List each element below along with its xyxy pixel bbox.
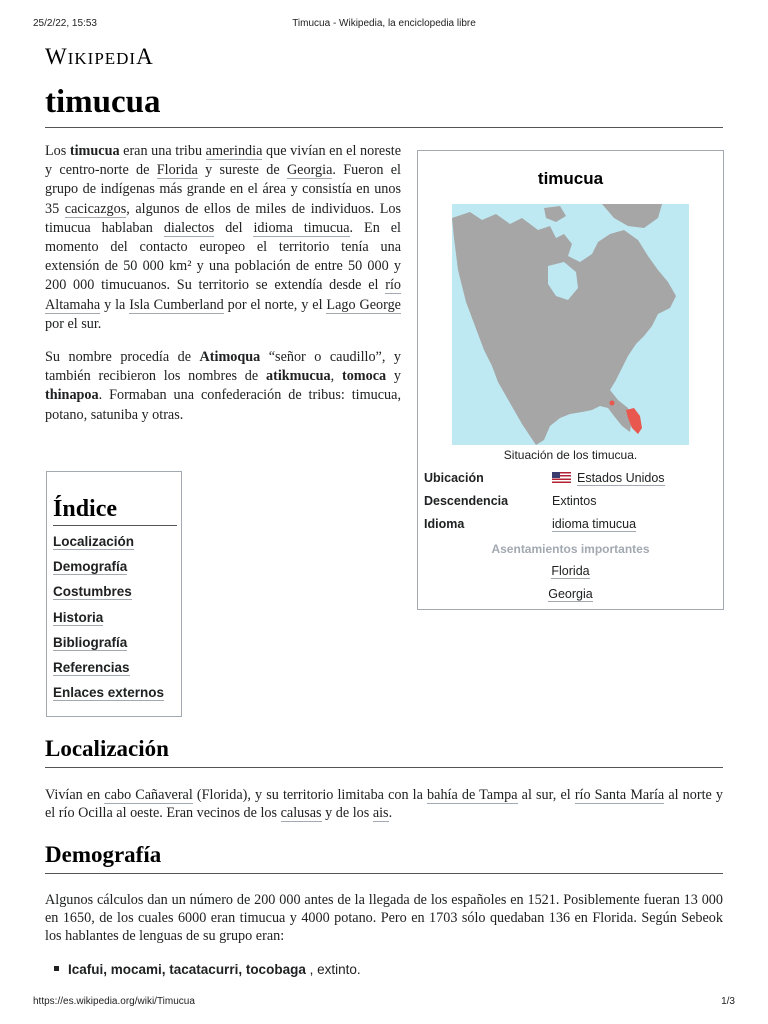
bullet-square-icon — [54, 966, 59, 971]
text-run: y sureste de — [197, 162, 287, 179]
toc-link-referencias[interactable]: Referencias — [53, 659, 130, 675]
toc-title: Índice — [53, 496, 177, 526]
toc-item-enlaces-externos[interactable] — [53, 685, 175, 710]
text-run: . Fueron el grupo de indígenas más grande en el área y consistía en unos 35 — [45, 162, 401, 217]
label-descendencia: Descendencia — [424, 494, 509, 508]
list-item — [54, 962, 361, 977]
greenland-land — [602, 204, 662, 228]
bullet-rest-text: , extinto. — [305, 962, 361, 977]
text-run: Los — [45, 143, 70, 159]
toc-link-localizacion[interactable]: Localización — [53, 534, 135, 549]
toc-link-bibliografia[interactable]: Bibliografía — [53, 634, 128, 650]
link-florida[interactable]: Florida — [551, 564, 590, 578]
inline-link[interactable]: dialectos — [163, 219, 215, 236]
text-run: y de los — [321, 805, 373, 821]
map-caption: Situación de los timucua. — [503, 448, 638, 462]
north-america-map-image — [452, 204, 689, 445]
asentamientos-header: Asentamientos importantes — [491, 542, 650, 556]
inline-link[interactable]: idioma timucua — [253, 219, 350, 236]
inline-link[interactable]: río Santa María — [574, 787, 665, 803]
label-ubicacion: Ubicación — [424, 471, 484, 485]
lead-section — [45, 142, 401, 439]
text-run: (Florida), y su territorio limitaba con la — [192, 787, 428, 803]
map-land — [452, 212, 676, 445]
toc-item-historia[interactable] — [53, 610, 175, 635]
table-of-contents — [46, 471, 182, 717]
inline-link[interactable]: Isla Cumberland — [129, 296, 224, 313]
text-run: del — [214, 219, 254, 236]
toc-link-enlaces-externos[interactable]: Enlaces externos — [53, 685, 165, 701]
inline-link[interactable]: Georgia — [286, 162, 333, 179]
bullet-bold-text: Icafui, mocami, tacatacurri, tocobaga — [68, 962, 306, 977]
text-run: . — [388, 805, 393, 821]
island-land — [544, 206, 566, 222]
link-estados-unidos[interactable]: Estados Unidos — [577, 471, 665, 485]
inline-link[interactable]: río Altamaha — [45, 277, 401, 313]
infobox-rows — [424, 469, 717, 608]
toc-item-referencias[interactable] — [53, 660, 175, 685]
toc-item-demografia[interactable] — [53, 559, 175, 584]
label-idioma: Idioma — [424, 517, 465, 531]
text-run: y — [386, 368, 401, 385]
inline-link[interactable]: Lago George — [326, 296, 401, 313]
text-run: Su nombre procedía de — [45, 349, 200, 366]
infobox — [417, 150, 724, 610]
inline-link[interactable]: cabo Cañaveral — [104, 787, 193, 803]
value-ubicacion[interactable] — [552, 471, 665, 485]
location-map[interactable] — [452, 204, 689, 445]
toc-link-historia[interactable]: Historia — [53, 609, 104, 625]
inline-link[interactable]: amerindia — [205, 143, 263, 159]
text-run: al sur, el — [517, 787, 575, 803]
print-footer — [33, 996, 735, 1010]
text-run: Algunos cálculos dan un número de 200 000 antes de la llegada de los españoles en 1521. Posiblemente fueran 13 000 en 1650, de los cuales 6000 eran timucua y 4000 potano. Pero en 1703 sólo quedaban 136 en Florida. Según Sebeok los hablantes de lenguas de su grupo eran: — [45, 892, 723, 944]
row-descendencia — [424, 492, 717, 515]
inline-link[interactable]: cacicazgos — [64, 200, 127, 217]
text-run: al norte y el río Ocilla al oeste. Eran vecinos de los — [45, 787, 724, 821]
toc-item-localizacion[interactable] — [53, 534, 175, 559]
paragraph-demografia — [45, 891, 723, 945]
inline-link[interactable]: bahía de Tampa — [427, 787, 518, 803]
logo-letter-w: W — [45, 44, 68, 69]
row-ubicacion — [424, 469, 717, 492]
text-run: por el sur. — [45, 315, 102, 332]
paragraph-localizacion — [45, 786, 723, 822]
text-run: , algunos de ellos de miles de individuos. Los timucua hablaban — [45, 200, 402, 236]
secondary-marker — [610, 401, 615, 406]
page-url: https://es.wikipedia.org/wiki/Timucua — [33, 996, 195, 1007]
row-asentamiento-1 — [424, 562, 717, 585]
heading-localizacion: Localización — [45, 734, 723, 768]
text-run: “señor o caudillo”, y también recibieron los nombres de — [45, 349, 401, 385]
toc-list — [53, 534, 175, 710]
text-run: . En el momento del contacto europeo el territorio tenía una extensión de 50 000 km² y una población de entre 50 000 y 200 000 timucuanos. Su territorio se extendía desde el — [45, 219, 401, 294]
text-run: por el norte, y el — [223, 296, 327, 313]
bold-term: atikmucua — [266, 368, 331, 385]
link-idioma-timucua[interactable]: idioma timucua — [552, 517, 637, 531]
text-run: eran una tribu — [119, 143, 206, 159]
logo-letter-a: A — [136, 44, 154, 69]
value-descendencia: Extintos — [552, 494, 597, 508]
page-number: 1/3 — [721, 996, 735, 1007]
infobox-title: timucua — [537, 169, 604, 188]
toc-link-costumbres[interactable]: Costumbres — [53, 584, 132, 600]
text-run: , — [330, 368, 342, 385]
bold-term: Atimoqua — [199, 349, 261, 366]
print-title: Timucua - Wikipedia, la enciclopedia libre — [292, 18, 476, 29]
logo-small-caps: IKIPEDI — [67, 49, 137, 68]
toc-item-costumbres[interactable] — [53, 584, 175, 609]
toc-item-bibliografia[interactable] — [53, 635, 175, 660]
inline-link[interactable]: Florida — [156, 162, 198, 179]
row-idioma — [424, 515, 717, 538]
text-run: que vivían en el noreste y centro-norte de — [45, 143, 401, 179]
row-asentamiento-2 — [424, 585, 717, 608]
lead-paragraph-1 — [45, 142, 401, 334]
print-header — [33, 18, 735, 32]
text-run: . Formaban una confederación de tribus: timucua, potano, satuniba y otras. — [45, 387, 401, 423]
page-title: timucua — [45, 82, 723, 128]
usa-flag-icon — [552, 472, 571, 483]
inline-link[interactable]: calusas — [280, 805, 322, 821]
bold-term: thinapoa — [45, 387, 99, 404]
lead-paragraph-2 — [45, 348, 401, 425]
print-date: 25/2/22, 15:53 — [33, 18, 97, 29]
inline-link[interactable]: ais — [372, 805, 389, 821]
wikipedia-logo[interactable] — [45, 44, 154, 70]
text-run: Vivían en — [45, 787, 105, 803]
text-run: y la — [100, 296, 130, 313]
bold-term: timucua — [69, 143, 120, 159]
heading-demografia: Demografía — [45, 840, 723, 874]
bold-term: tomoca — [341, 368, 387, 385]
link-georgia[interactable]: Georgia — [548, 587, 593, 601]
toc-link-demografia[interactable]: Demografía — [53, 559, 128, 575]
